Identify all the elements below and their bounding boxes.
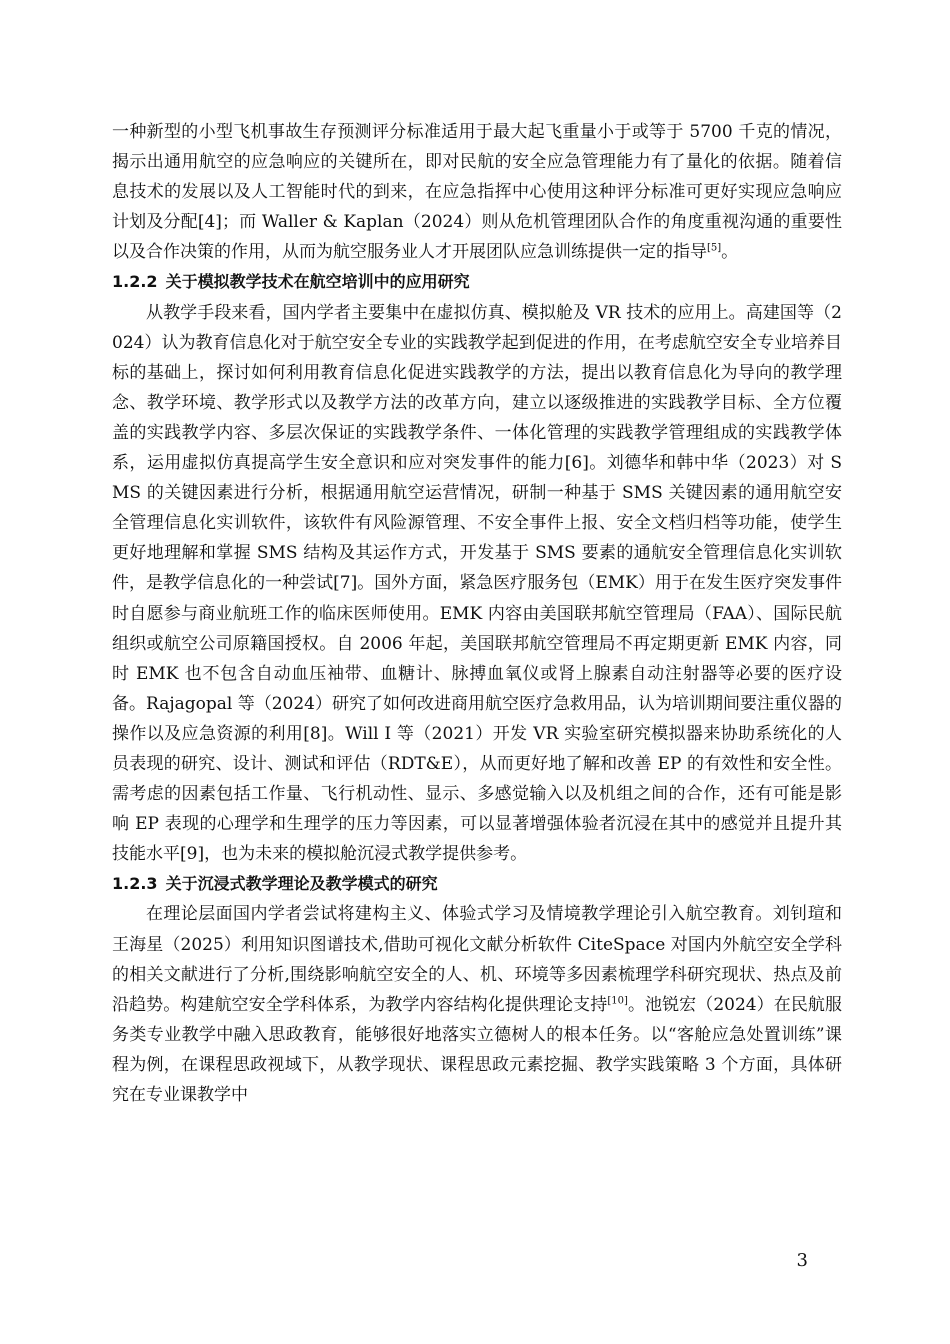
paragraph-1 bbox=[112, 117, 842, 267]
citation-5: [5] bbox=[707, 242, 722, 254]
section-heading-1-2-2 bbox=[112, 267, 842, 297]
section-title: 关于沉浸式教学理论及教学模式的研究 bbox=[165, 874, 438, 894]
paragraph-1-end: 。 bbox=[721, 242, 739, 263]
citation-10: [10] bbox=[607, 995, 628, 1007]
paragraph-3-text: 在理论层面国内学者尝试将建构主义、体验式学习及情境教学理论引入航空教育。刘钊瑄和王海星（2025）利用知识图谱技术,借助可视化文献分析软件 CiteSpace 对国内外航空安全学科的相关文献进行了分析,围绕影响航空安全的人、机、环境等多因素梳理学科研究现状、热点及前沿趋势。构建航空安全学科体系，为教学内容结构化提供理论支持 bbox=[112, 904, 842, 1015]
section-title: 关于模拟教学技术在航空培训中的应用研究 bbox=[165, 272, 470, 292]
document-page bbox=[112, 117, 842, 1110]
paragraph-3-end: 。池锐宏（2024）在民航服务类专业教学中融入思政教育，能够很好地落实立德树人的根本任务。以“客舱应急处置训练”课程为例，在课程思政视域下，从教学现状、课程思政元素挖掘、教学实践策略 3 个方面，具体研究在专业课教学中 bbox=[112, 994, 843, 1105]
paragraph-2: 从教学手段来看，国内学者主要集中在虚拟仿真、模拟舱及 VR 技术的应用上。高建国等（2024）认为教育信息化对于航空安全专业的实践教学起到促进的作用，在考虑航空安全专业培养目标的基础上，探讨如何利用教育信息化促进实践教学的方法，提出以教育信息化为导向的教学理念、教学环境、教学形式以及教学方法的改革方向，建立以逐级推进的实践教学目标、全方位覆盖的实践教学内容、多层次保证的实践教学条件、一体化管理的实践教学管理组成的实践教学体系，运用虚拟仿真提高学生安全意识和应对突发事件的能力[6]。刘德华和韩中华（2023）对 SMS 的关键因素进行分析，根据通用航空运营情况，研制一种基于 SMS 关键因素的通用航空安全管理信息化实训软件，该软件有风险源管理、不安全事件上报、安全文档归档等功能，使学生更好地理解和掌握 SMS 结构及其运作方式，开发基于 SMS 要素的通航安全管理信息化实训软件，是教学信息化的一种尝试[7]。国外方面，紧急医疗服务包（EMK）用于在发生医疗突发事件时自愿参与商业航班工作的临床医师使用。EMK 内容由美国联邦航空管理局（FAA）、国际民航组织或航空公司原籍国授权。自 2006 年起，美国联邦航空管理局不再定期更新 EMK 内容，同时 EMK 也不包含自动血压袖带、血糖计、脉搏血氧仪或肾上腺素自动注射器等必要的医疗设备。Rajagopal 等（2024）研究了如何改进商用航空医疗急救用品，认为培训期间要注重仪器的操作以及应急资源的利用[8]。Will I 等（2021）开发 VR 实验室研究模拟器来协助系统化的人员表现的研究、设计、测试和评估（RDT&E），从而更好地了解和改善 EP 的有效性和安全性。需考虑的因素包括工作量、飞行机动性、显示、多感觉输入以及机组之间的合作，还有可能是影响 EP 表现的心理学和生理学的压力等因素，可以显著增强体验者沉浸在其中的感觉并且提升其技能水平[9]，也为未来的模拟舱沉浸式教学提供参考。 bbox=[112, 302, 842, 865]
paragraph-1-text: 一种新型的小型飞机事故生存预测评分标准适用于最大起飞重量小于或等于 5700 千克的情况，揭示出通用航空的应急响应的关键所在，即对民航的安全应急管理能力有了量化的依据。随着信息技术的发展以及人工智能时代的到来，在应急指挥中心使用这种评分标准可更好实现应急响应计划及分配[4]；而 Waller & Kaplan（2024）则从危机管理团队合作的角度重视沟通的重要性以及合作决策的作用，从而为航空服务业人才开展团队应急训练提供一定的指导 bbox=[112, 122, 842, 263]
section-number: 1.2.3 bbox=[112, 874, 158, 894]
section-number: 1.2.2 bbox=[112, 272, 158, 292]
paragraph-3 bbox=[112, 899, 842, 1110]
page-number: 3 bbox=[796, 1250, 808, 1271]
section-heading-1-2-3 bbox=[112, 869, 842, 899]
